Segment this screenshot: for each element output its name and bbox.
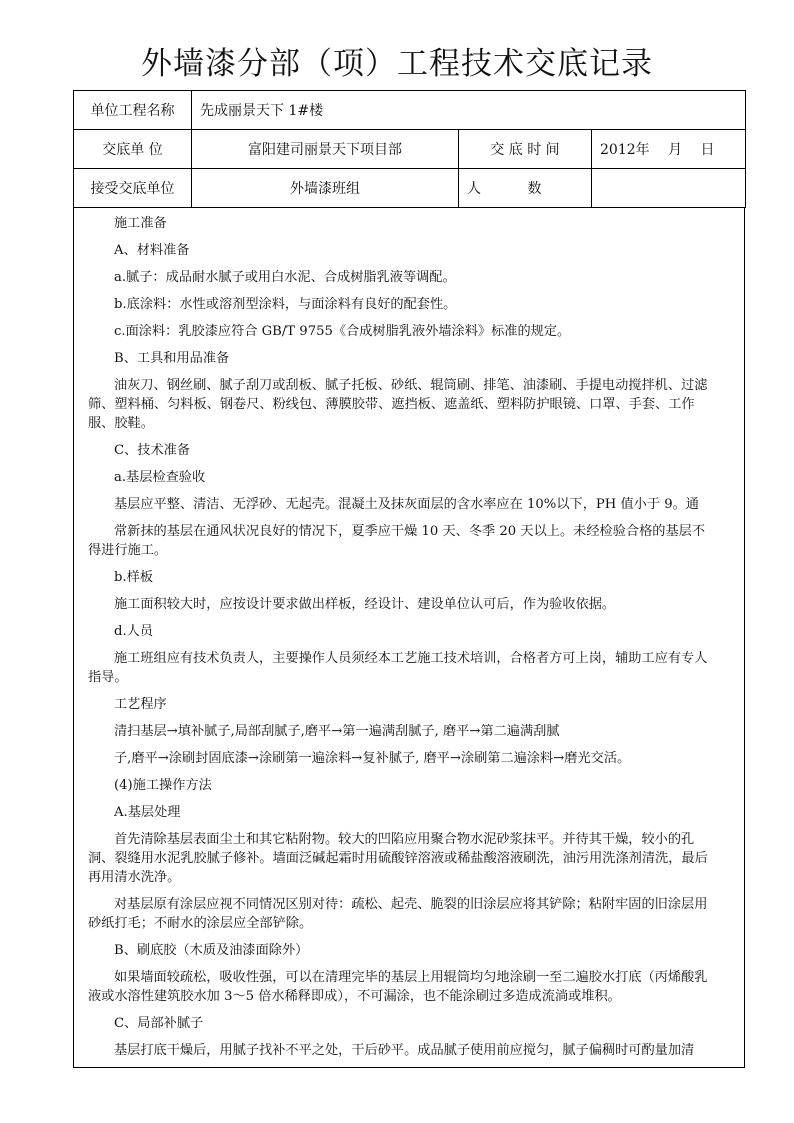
section-heading: (4)施工操作方法 [114,778,212,793]
issuer-value: 富阳建司丽景天下项目部 [192,130,459,169]
receiver-label: 接受交底单位 [74,169,192,208]
paragraph: 清扫基层→填补腻子,局部刮腻子,磨平→第一遍满刮腻子, 磨平→第二遍满刮腻 [114,724,560,739]
paragraph: c.面涂料：乳胶漆应符合 GB/T 9755《合成树脂乳液外墙涂料》标准的规定。 [114,324,571,339]
time-label: 交 底 时 间 [459,130,592,169]
paragraph: 首先清除基层表面尘土和其它粘附物。较大的凹陷应用聚合物水泥砂浆抹平。并待其干燥，较小的孔洞、裂缝用水泥乳胶腻子修补。墙面泛碱起霜时用硫酸锌溶液或稀盐酸溶液刷洗，油污用洗涤剂清洗，最后再用清水洗净。 [88,832,708,885]
paragraph: 基层应平整、清洁、无浮砂、无起壳。混凝土及抹灰面层的含水率应在 10%以下，PH 值小于 9。通 [114,497,699,512]
paragraph: 施工班组应有技术负责人，主要操作人员须经本工艺施工技术培训，合格者方可上岗，辅助工应有专人指导。 [88,651,708,685]
subsection-heading: A、材料准备 [114,243,190,258]
paragraph: 子,磨平→涂刷封固底漆→涂刷第一遍涂料→复补腻子, 磨平→涂刷第二遍涂料→磨光交活。 [114,751,631,766]
count-label: 人 数 [459,169,592,208]
paragraph: 油灰刀、钢丝刷、腻子刮刀或刮板、腻子托板、砂纸、辊筒刷、排笔、油漆刷、手提电动搅拌机、过滤筛、塑料桶、匀料板、钢卷尺、粉线包、薄膜胶带、遮挡板、遮盖纸、塑料防护眼镜、口罩、手套、工作服、胶鞋。 [88,378,708,431]
paragraph: b.底涂料：水性或溶剂型涂料，与面涂料有良好的配套性。 [114,297,457,312]
paragraph: d.人员 [114,624,154,639]
time-value: 2012年 月 日 [592,130,746,169]
issuer-label: 交底单 位 [74,130,192,169]
content-body [74,208,744,1060]
header-row-issuer [74,130,746,169]
paragraph: 施工面积较大时，应按设计要求做出样板，经设计、建设单位认可后，作为验收依据。 [114,597,616,612]
project-value: 先成丽景天下 1#楼 [192,91,746,130]
header-table [73,90,746,208]
header-row-receiver [74,169,746,208]
paragraph: 如果墙面较疏松，吸收性强，可以在清理完毕的基层上用辊筒均匀地涂刷一至二遍胶水打底（丙烯酸乳液或水溶性建筑胶水加 3～5 倍水稀释即成），不可漏涂，也不能涂刷过多造成流淌或堆积。 [88,970,708,1004]
subsection-heading: C、局部补腻子 [114,1016,204,1031]
paragraph: a.腻子：成品耐水腻子或用白水泥、合成树脂乳液等调配。 [114,270,456,285]
content-box [73,208,745,1068]
subsection-heading: B、工具和用品准备 [114,351,230,366]
subsection-heading: A.基层处理 [114,805,181,820]
count-value [592,169,746,208]
page-title: 外墙漆分部（项）工程技术交底记录 [141,46,653,82]
paragraph: 基层打底干燥后，用腻子找补不平之处，干后砂平。成品腻子使用前应搅匀，腻子偏稠时可酌量加清 [114,1043,695,1058]
project-label: 单位工程名称 [74,91,192,130]
subsection-heading: C、技术准备 [114,443,191,458]
paragraph: 常新抹的基层在通风状况良好的情况下，夏季应干燥 10 天、冬季 20 天以上。未经检验合格的基层不得进行施工。 [88,524,706,558]
section-heading: 施工准备 [114,216,167,231]
section-heading: 工艺程序 [114,697,167,712]
paragraph: b.样板 [114,570,154,585]
header-row-project [74,91,746,130]
paragraph: a.基层检查验收 [114,470,206,485]
subsection-heading: B、刷底胶（木质及油漆面除外） [114,943,309,958]
paragraph: 对基层原有涂层应视不同情况区别对待：疏松、起壳、脆裂的旧涂层应将其铲除；粘附牢固的旧涂层用砂纸打毛；不耐水的涂层应全部铲除。 [88,897,708,931]
receiver-value: 外墙漆班组 [192,169,459,208]
